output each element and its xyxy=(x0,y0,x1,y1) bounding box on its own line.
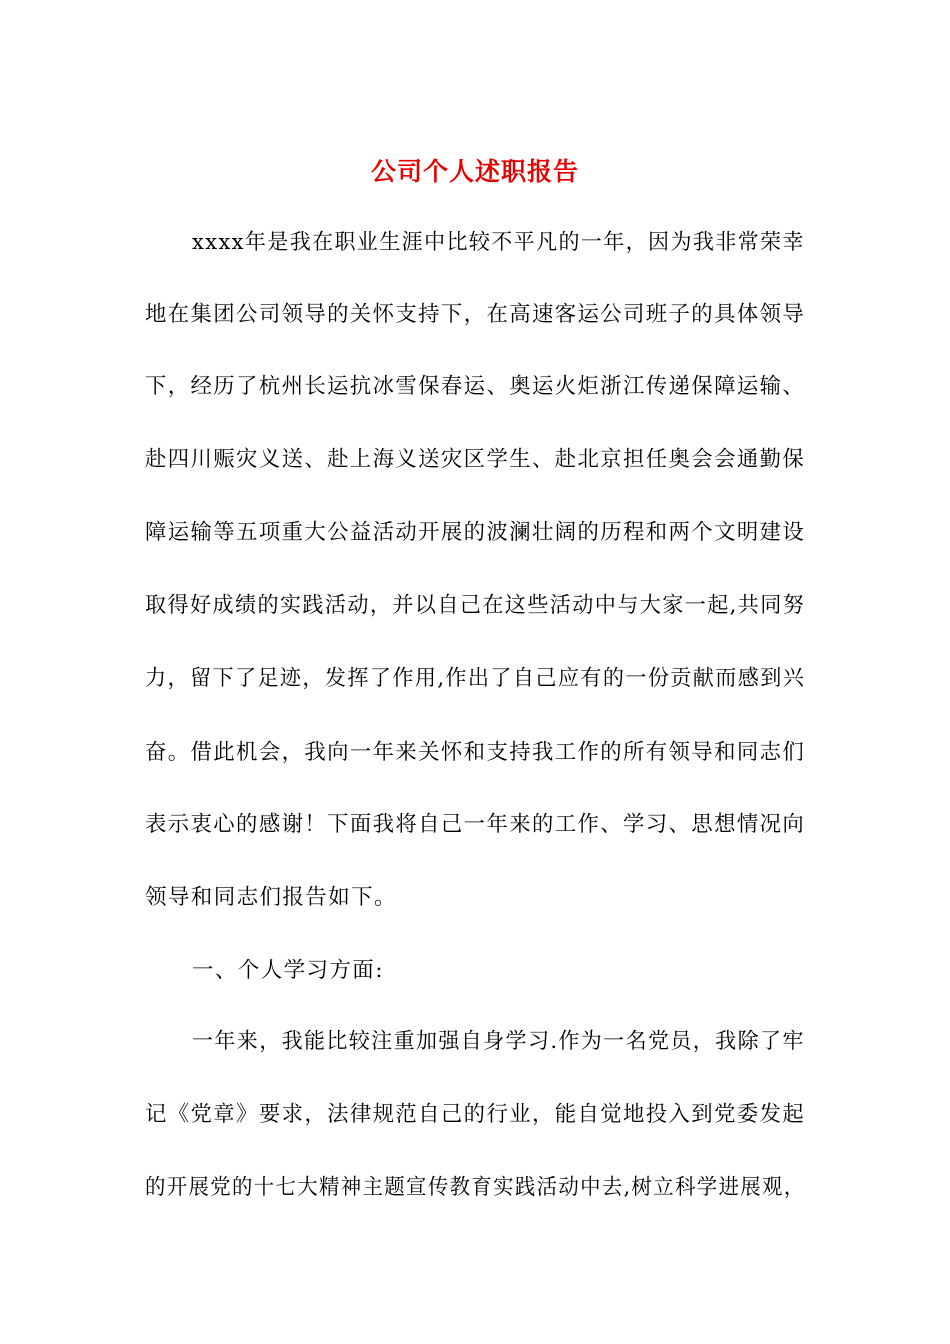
document-title: 公司个人述职报告 xyxy=(370,157,579,186)
paragraph-line: 下，经历了杭州长运抗冰雪保春运、奥运火炬浙江传递保障运输、 xyxy=(145,374,806,399)
paragraph-line: 奋。借此机会，我向一年来关怀和支持我工作的所有领导和同志们 xyxy=(145,740,806,765)
paragraph-line: 赴四川赈灾义送、赴上海义送灾区学生、赴北京担任奥会会通勤保 xyxy=(145,447,806,472)
paragraph-line: 一年来，我能比较注重加强自身学习.作为一名党员，我除了牢 xyxy=(192,1029,805,1054)
paragraph-line: 取得好成绩的实践活动，并以自己在这些活动中与大家一起,共同努 xyxy=(145,593,806,618)
paragraph-line: xxxx年是我在职业生涯中比较不平凡的一年，因为我非常荣幸 xyxy=(192,230,805,255)
paragraph-line: 领导和同志们报告如下。 xyxy=(145,885,397,910)
paragraph-line: 障运输等五项重大公益活动开展的波澜壮阔的历程和两个文明建设 xyxy=(145,520,806,545)
paragraph-line: 力，留下了足迹，发挥了作用,作出了自己应有的一份贡献而感到兴 xyxy=(145,666,806,691)
paragraph-line: 的开展党的十七大精神主题宣传教育实践活动中去,树立科学进展观， xyxy=(145,1175,806,1200)
paragraph-line: 地在集团公司领导的关怀支持下，在高速客运公司班子的具体领导 xyxy=(145,302,806,327)
paragraph-line: 表示衷心的感谢！下面我将自己一年来的工作、学习、思想情况向 xyxy=(145,812,806,837)
paragraph-line: 记《党章》要求，法律规范自己的行业，能自觉地投入到党委发起 xyxy=(145,1102,806,1127)
section-heading: 一、个人学习方面: xyxy=(192,958,384,983)
